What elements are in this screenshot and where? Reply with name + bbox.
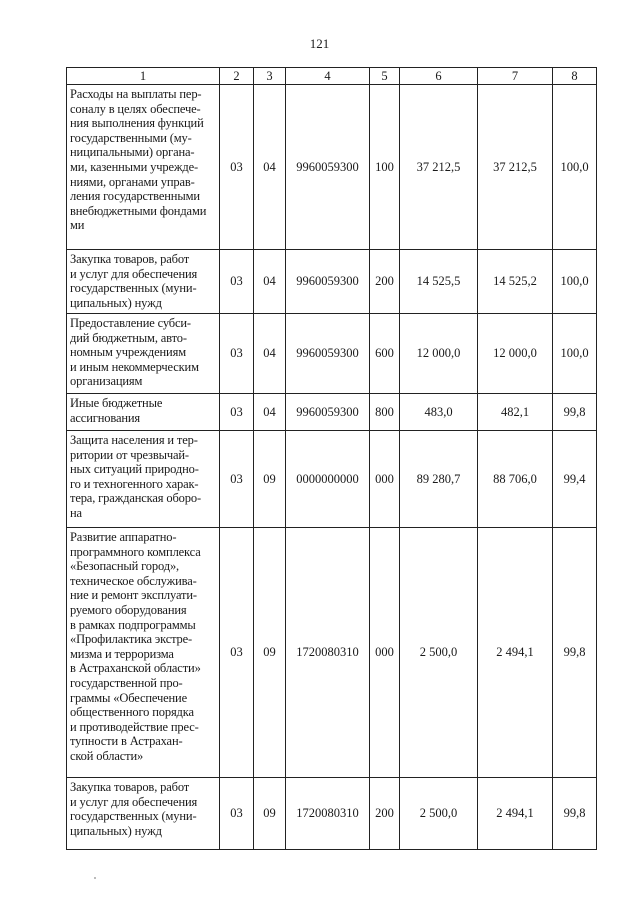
row-name-cell: Расходы на выплаты пер- соналу в целях обеспече- ния выполнения функций государственными (му- ниципальными) органа- ми, казенными учрежде- ниями, органами управ- ления государственными внебюджетными фондами ми: [67, 85, 220, 250]
row-name-cell: Развитие аппаратно- программного комплекса «Безопасный город», техническое обслужива- ние и ремонт эксплуати- руемого оборудования в рамках подпрограммы «Профилактика экстре- мизма и терроризма в Астраханской области» государственной про- граммы «Обеспечение общественного порядка и противодействие прес- тупности в Астрахан- ской области»: [67, 528, 220, 778]
header-cell: 7: [478, 68, 553, 85]
plan-cell: 14 525,5: [400, 250, 478, 314]
page-number: 121: [309, 36, 330, 51]
budget-table: [66, 67, 597, 850]
plan-cell: 37 212,5: [400, 85, 478, 250]
plan-cell: 89 280,7: [400, 431, 478, 528]
scan-speck: [94, 877, 96, 879]
header-cell: 1: [67, 68, 220, 85]
plan-cell: 483,0: [400, 394, 478, 431]
rz-cell: 03: [220, 431, 254, 528]
vr-cell: 000: [370, 528, 400, 778]
csr-cell: 1720080310: [286, 528, 370, 778]
header-cell: 6: [400, 68, 478, 85]
rz-cell: 03: [220, 528, 254, 778]
row-name-cell: Иные бюджетные ассигнования: [67, 394, 220, 431]
fact-cell: 12 000,0: [478, 314, 553, 394]
header-cell: 3: [254, 68, 286, 85]
plan-cell: 2 500,0: [400, 528, 478, 778]
fact-cell: 37 212,5: [478, 85, 553, 250]
fact-cell: 88 706,0: [478, 431, 553, 528]
pr-cell: 04: [254, 85, 286, 250]
pr-cell: 09: [254, 431, 286, 528]
fact-cell: 2 494,1: [478, 778, 553, 850]
table-row: [67, 85, 597, 250]
row-name-cell: Предоставление субси- дий бюджетным, авто- номным учреждениям и иным некоммерческим организациям: [67, 314, 220, 394]
rz-cell: 03: [220, 778, 254, 850]
csr-cell: 0000000000: [286, 431, 370, 528]
vr-cell: 000: [370, 431, 400, 528]
rz-cell: 03: [220, 394, 254, 431]
percent-cell: 99,8: [553, 778, 597, 850]
table-row: [67, 528, 597, 778]
rz-cell: 03: [220, 250, 254, 314]
pr-cell: 09: [254, 528, 286, 778]
csr-cell: 9960059300: [286, 394, 370, 431]
percent-cell: 99,4: [553, 431, 597, 528]
table-row: [67, 394, 597, 431]
table-row: [67, 250, 597, 314]
vr-cell: 100: [370, 85, 400, 250]
percent-cell: 100,0: [553, 314, 597, 394]
plan-cell: 12 000,0: [400, 314, 478, 394]
csr-cell: 9960059300: [286, 314, 370, 394]
row-name-cell: Закупка товаров, работ и услуг для обеспечения государственных (муни- ципальных) нужд: [67, 778, 220, 850]
header-cell: 2: [220, 68, 254, 85]
fact-cell: 2 494,1: [478, 528, 553, 778]
percent-cell: 100,0: [553, 85, 597, 250]
percent-cell: 99,8: [553, 528, 597, 778]
rz-cell: 03: [220, 314, 254, 394]
vr-cell: 200: [370, 250, 400, 314]
header-row: [67, 68, 597, 85]
fact-cell: 14 525,2: [478, 250, 553, 314]
header-cell: 4: [286, 68, 370, 85]
row-name-cell: Закупка товаров, работ и услуг для обеспечения государственных (муни- ципальных) нужд: [67, 250, 220, 314]
percent-cell: 100,0: [553, 250, 597, 314]
vr-cell: 200: [370, 778, 400, 850]
pr-cell: 04: [254, 250, 286, 314]
rz-cell: 03: [220, 85, 254, 250]
vr-cell: 600: [370, 314, 400, 394]
csr-cell: 9960059300: [286, 250, 370, 314]
row-name-cell: Защита населения и тер- ритории от чрезвычай- ных ситуаций природно- го и техногенного харак- тера, гражданская оборо- на: [67, 431, 220, 528]
table-row: [67, 314, 597, 394]
header-cell: 5: [370, 68, 400, 85]
vr-cell: 800: [370, 394, 400, 431]
plan-cell: 2 500,0: [400, 778, 478, 850]
csr-cell: 9960059300: [286, 85, 370, 250]
header-cell: 8: [553, 68, 597, 85]
table-row: [67, 778, 597, 850]
pr-cell: 04: [254, 314, 286, 394]
table-row: [67, 431, 597, 528]
pr-cell: 09: [254, 778, 286, 850]
fact-cell: 482,1: [478, 394, 553, 431]
percent-cell: 99,8: [553, 394, 597, 431]
pr-cell: 04: [254, 394, 286, 431]
csr-cell: 1720080310: [286, 778, 370, 850]
